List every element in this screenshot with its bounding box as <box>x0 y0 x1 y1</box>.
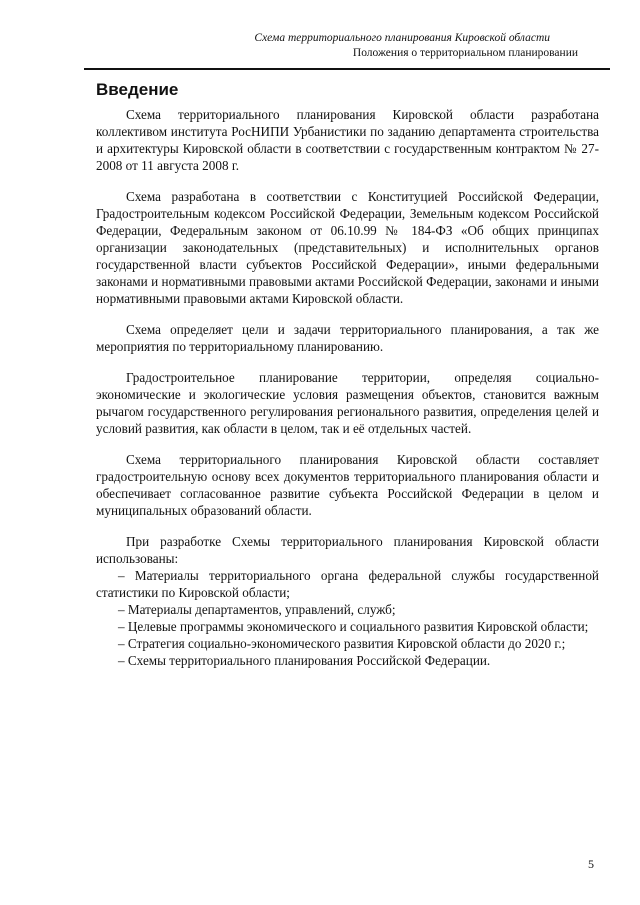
document-title: Схема территориального планирования Кировской области <box>254 32 550 44</box>
document-subtitle: Положения о территориальном планировании <box>352 47 578 59</box>
list-item: – Материалы департаментов, управлений, служб; <box>118 602 396 617</box>
paragraph: Схема разработана в соответствии с Конституцией Российской Федерации, Градостроительным кодексом Российской Федерации, Земельным кодексом Российской Федерации, Федеральным законом от 06.10.99 № 184-ФЗ «Об общих принципах организации законодательных (представительных) и исполнительных органов государственной власти субъектов Российской Федерации», иными федеральными законами и нормативными правовыми актами Российской Федерации, законами и иными нормативными правовыми актами Кировской области. <box>96 189 599 306</box>
paragraph: Градостроительное планирование территории, определяя социально-экономические и экологические условия размещения объектов, становится важным рычагом государственного регулирования регионального развития, определения целей и условий развития, как области в целом, так и её отдельных частей. <box>96 370 599 436</box>
list-intro: При разработке Схемы территориального планирования Кировской области использованы: <box>96 534 599 566</box>
paragraph: Схема территориального планирования Кировской области разработана коллективом института РосНИПИ Урбанистики по заданию департамента строительства и архитектуры Кировской области в соответствии с государственным контрактом № 27-2008 от 11 августа 2008 г. <box>96 107 599 173</box>
running-header <box>60 31 600 61</box>
section-body <box>96 106 599 669</box>
list-item: – Схемы территориального планирования Российской Федерации. <box>118 653 491 668</box>
list-item: – Стратегия социально-экономического развития Кировской области до 2020 г.; <box>118 636 566 651</box>
sources-list <box>96 567 599 669</box>
section-heading: Введение <box>96 80 179 99</box>
paragraph: Схема территориального планирования Кировской области составляет градостроительную основу всех документов территориального планирования области и обеспечивает согласованное развитие субъекта Российской Федерации в целом и муниципальных образований области. <box>96 452 599 518</box>
list-item: – Материалы территориального органа федеральной службы государственной статистики по Кировской области; <box>96 568 599 600</box>
list-item: – Целевые программы экономического и социального развития Кировской области; <box>118 619 589 634</box>
paragraph: Схема определяет цели и задачи территориального планирования, а так же мероприятия по территориальному планированию. <box>96 322 599 354</box>
page-number: 5 <box>588 857 594 871</box>
header-rule <box>84 68 610 70</box>
